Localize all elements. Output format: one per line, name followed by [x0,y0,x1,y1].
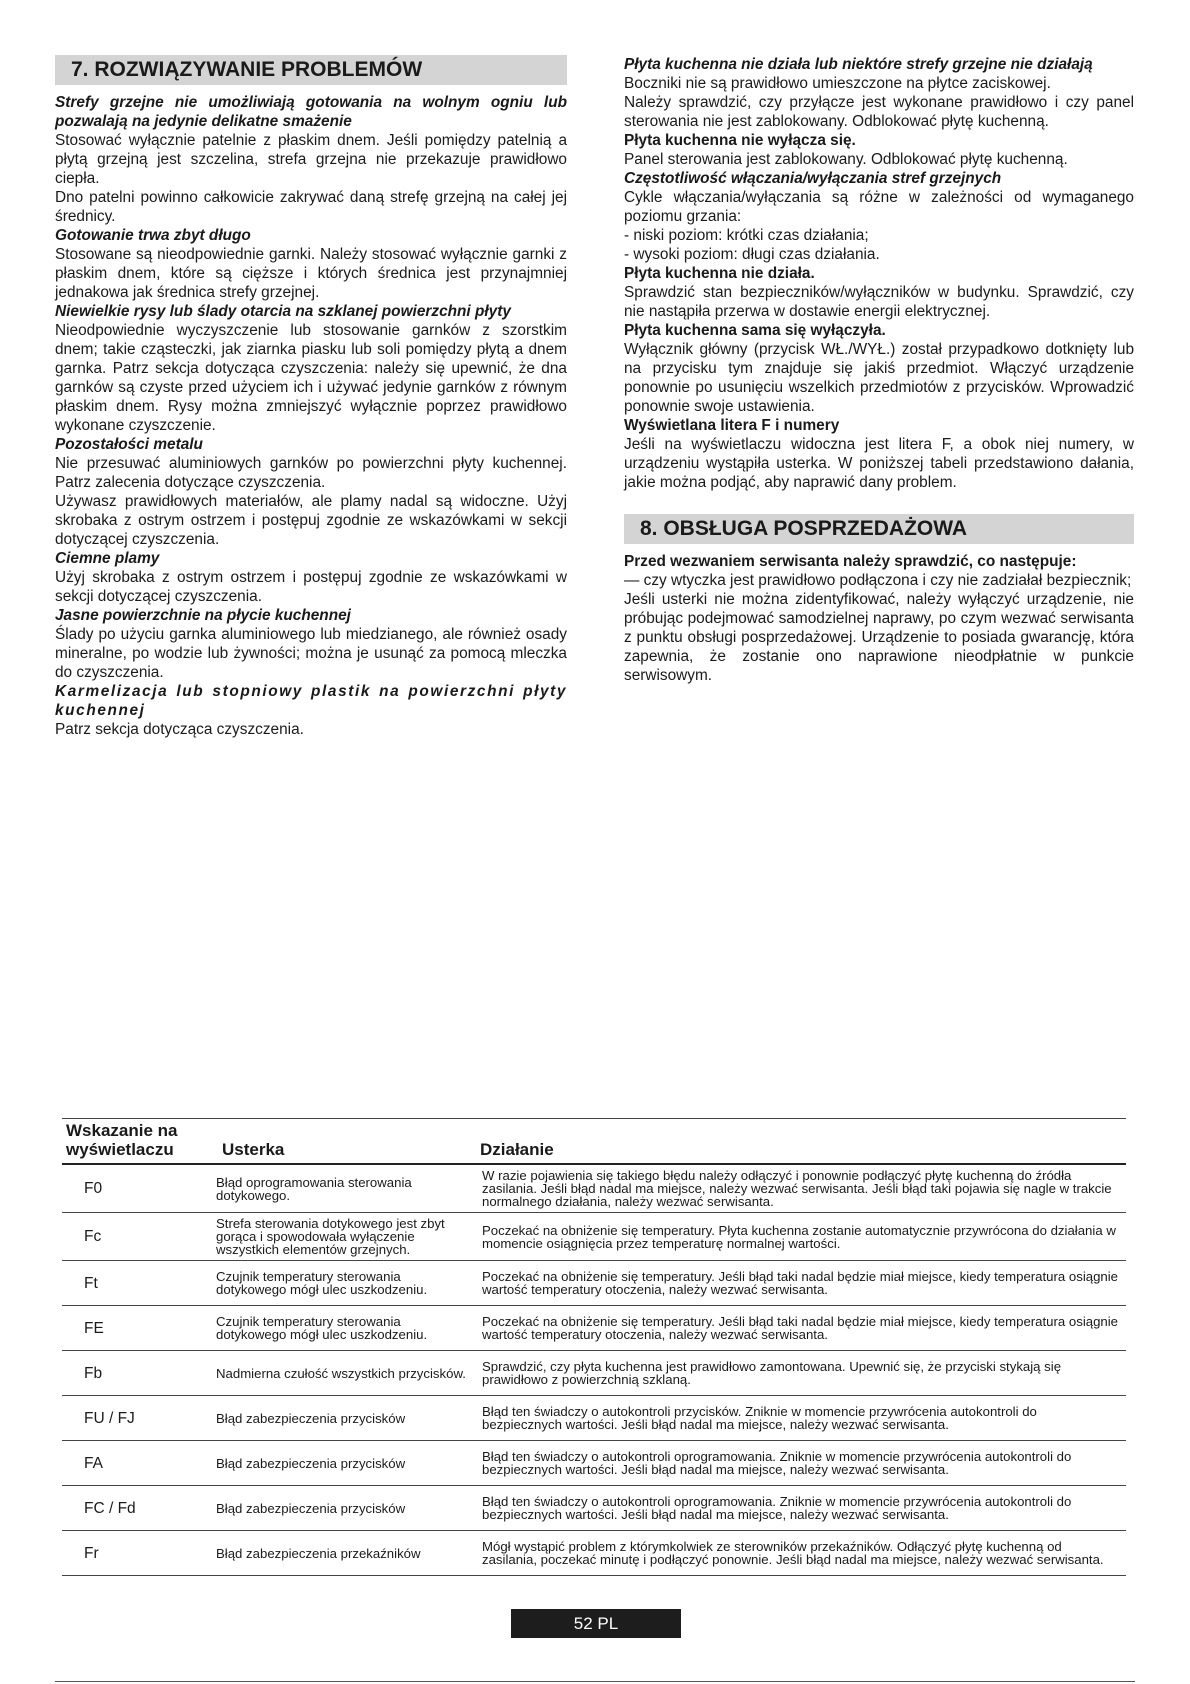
bottom-divider [55,1681,1135,1682]
problem-solution [624,283,1134,321]
fault-description: Czujnik temperatury sterowania dotykowego mógł ulec uszkodzeniu. [210,1261,476,1306]
problem-heading: Płyta kuchenna sama się wyłączyła. [624,322,886,339]
solution-line: Boczniki nie są prawidłowo umieszczone na płytce zaciskowej. [624,75,1051,92]
problem-solution [624,435,1134,492]
solution-line: Cykle włączania/wyłączania są różne w zależności od wymaganego poziomu grzania: [624,189,1134,225]
error-code: F0 [62,1164,210,1213]
table-row [62,1213,1126,1261]
section-8-line: Jeśli usterki nie można zidentyfikować, należy wyłączyć urządzenie, nie próbując podejmować samodzielnej naprawy, po czym wezwać serwisanta z punktu obsługi posprzedażowej. Urządzenie to posiada gwarancję, która zapewnia, że zostanie ono naprawione nieodpłatnie w punkcie serwisowym. [624,591,1134,684]
fault-description: Błąd oprogramowania sterowania dotykowego. [210,1164,476,1213]
error-code: FC / Fd [62,1486,210,1531]
solution-line: Ślady po użyciu garnka aluminiowego lub miedzianego, ale również osady mineralne, po wodzie lub żywności; można je usunąć za pomocą mleczka do czyszczenia. [55,626,567,681]
fault-description: Błąd zabezpieczenia przycisków [210,1396,476,1441]
solution-line: - niski poziom: krótki czas działania; [624,227,869,244]
action-description: Poczekać na obniżenie się temperatury. Jeśli błąd taki nadal będzie miał miejsce, kiedy temperatura osiągnie wartość temperatury otoczenia, należy wezwać serwisanta. [476,1261,1126,1306]
solution-line: Użyj skrobaka z ostrym ostrzem i postępuj zgodnie ze wskazówkami w sekcji dotyczącej czyszczenia. [55,569,567,605]
problem-solution [55,454,567,549]
error-code: FA [62,1441,210,1486]
section-8-heading: Przed wezwaniem serwisanta należy sprawdzić, co następuje: [624,553,1077,570]
problem-heading: Płyta kuchenna nie działa. [624,265,815,282]
section-8-title: 8. OBSŁUGA POSPRZEDAŻOWA [624,514,1134,544]
table-row [62,1441,1126,1486]
problem-heading: Płyta kuchenna nie działa lub niektóre strefy grzejne nie działają [624,56,1093,73]
problem-heading: Ciemne plamy [55,550,160,567]
problem-solution [55,568,567,606]
fault-description: Błąd zabezpieczenia przycisków [210,1441,476,1486]
page-number: 52 PL [511,1609,681,1638]
error-code: Fb [62,1351,210,1396]
table-row [62,1486,1126,1531]
solution-line: Patrz sekcja dotycząca czyszczenia. [55,721,304,738]
problem-solution [55,625,567,682]
problem-heading: Pozostałości metalu [55,436,203,453]
fault-description: Strefa sterowania dotykowego jest zbyt gorąca i spowodowała wyłączenie wszystkich elementów grzejnych. [210,1213,476,1261]
problem-solution [55,245,567,302]
troubleshooting-list [55,93,567,739]
solution-line: Jeśli na wyświetlaczu widoczna jest litera F, a obok niej numery, w urządzeniu wystąpiła usterka. W poniższej tabeli przedstawiono dałania, jakie można podjąć, aby naprawić dany problem. [624,436,1134,491]
action-description: Mógł wystąpić problem z którymkolwiek ze sterowników przekaźników. Odłączyć płytę kuchenną od zasilania, poczekać minutę i podłączyć ponownie. Jeśli błąd nadal ma miejsce, należy wezwać serwisanta. [476,1531,1126,1576]
action-description: Błąd ten świadczy o autokontroli oprogramowania. Zniknie w momencie przywrócenia autokontroli do bezpiecznych wartości. Jeśli błąd nadal ma miejsce, należy wezwać serwisanta. [476,1441,1126,1486]
table-row [62,1261,1126,1306]
action-description: Poczekać na obniżenie się temperatury. Płyta kuchenna zostanie automatycznie przywrócona do działania w momencie osiągnięcia przez temperaturę normalnej wartości. [476,1213,1126,1261]
error-code: Ft [62,1261,210,1306]
solution-line: Należy sprawdzić, czy przyłącze jest wykonane prawidłowo i czy panel sterowania nie jest zablokowany. Odblokować płytę kuchenną. [624,94,1134,130]
header-display: Wskazanie na wyświetlaczu [62,1119,210,1165]
problem-solution [624,74,1134,131]
error-code: FU / FJ [62,1396,210,1441]
problem-solution [55,321,567,435]
solution-line: Nieodpowiednie wyczyszczenie lub stosowanie garnków z szorstkim dnem; takie cząsteczki, jak ziarnka piasku lub soli pomiędzy płytą a dnem garnka. Patrz sekcja dotycząca czyszczenia: należy się upewnić, że dna garnków są czyste przed użyciem ich i używać jedynie garnków z równym płaskim dnem. Rysy można zmniejszyć wyłącznie poprzez prawidłowo wykonane czyszczenie. [55,322,567,434]
error-code: Fc [62,1213,210,1261]
solution-line: Stosowane są nieodpowiednie garnki. Należy stosować wyłącznie garnki z płaskim dnem, które są cięższe i których średnica jest przynajmniej jednakowa jak średnica strefy grzejnej. [55,246,567,301]
problem-heading: Niewielkie rysy lub ślady otarcia na szklanej powierzchni płyty [55,303,511,320]
left-column [55,55,567,739]
table-row [62,1396,1126,1441]
problem-solution [624,150,1134,169]
problem-heading: Wyświetlana litera F i numery [624,417,840,434]
right-column [624,55,1134,685]
problem-solution [55,720,567,739]
solution-line: Wyłącznik główny (przycisk WŁ./WYŁ.) został przypadkowo dotknięty lub na przycisku tym znajduje się jakiś przedmiot. Włączyć urządzenie ponownie po usunięciu wszelkich przedmiotów z przycisków. Wprowadzić ponownie swoje ustawienia. [624,341,1134,415]
fault-description: Błąd zabezpieczenia przycisków [210,1486,476,1531]
action-description: Poczekać na obniżenie się temperatury. Jeśli błąd taki nadal będzie miał miejsce, kiedy temperatura osiągnie wartość temperatury otoczenia, należy wezwać serwisanta. [476,1306,1126,1351]
problem-heading: Strefy grzejne nie umożliwiają gotowania na wolnym ogniu lub pozwalają na jedynie delikatne smażenie [55,94,567,130]
solution-line: Używasz prawidłowych materiałów, ale plamy nadal są widoczne. Użyj skrobaka z ostrym ostrzem i postępuj zgodnie ze wskazówkami w sekcji dotyczącej czyszczenia. [55,493,567,548]
table-row [62,1531,1126,1576]
section-8-text [624,571,1134,685]
header-action: Działanie [476,1119,1126,1165]
action-description: W razie pojawienia się takiego błędu należy odłączyć i ponownie podłączyć płytę kuchenną do źródła zasilania. Jeśli błąd nadal ma miejsce, należy wezwać serwisanta. Jeśli błąd taki pojawia się nagle w trakcie normalnego działania, należy wezwać serwisanta. [476,1164,1126,1213]
fault-description: Czujnik temperatury sterowania dotykowego mógł ulec uszkodzeniu. [210,1306,476,1351]
fault-description: Błąd zabezpieczenia przekaźników [210,1531,476,1576]
solution-line: - wysoki poziom: długi czas działania. [624,246,880,263]
fault-description: Nadmierna czułość wszystkich przycisków. [210,1351,476,1396]
problem-solution [624,188,1134,264]
section-7-title: 7. ROZWIĄZYWANIE PROBLEMÓW [55,55,567,85]
action-description: Błąd ten świadczy o autokontroli przycisków. Zniknie w momencie przywrócenia autokontroli do bezpiecznych wartości. Jeśli błąd nadal ma miejsce, należy wezwać serwisanta. [476,1396,1126,1441]
table-row [62,1164,1126,1213]
problem-heading: Karmelizacja lub stopniowy plastik na powierzchni płyty kuchennej [55,683,567,719]
table-header-row [62,1119,1126,1165]
problem-solution [624,340,1134,416]
solution-line: Sprawdzić stan bezpieczników/wyłączników w budynku. Sprawdzić, czy nie nastąpiła przerwa w dostawie energii elektrycznej. [624,284,1134,320]
table-row [62,1306,1126,1351]
action-description: Błąd ten świadczy o autokontroli oprogramowania. Zniknie w momencie przywrócenia autokontroli do bezpiecznych wartości. Jeśli błąd nadal ma miejsce, należy wezwać serwisanta. [476,1486,1126,1531]
problem-heading: Gotowanie trwa zbyt długo [55,227,251,244]
table-row [62,1351,1126,1396]
error-code: Fr [62,1531,210,1576]
solution-line: Dno patelni powinno całkowicie zakrywać daną strefę grzejną na całej jej średnicy. [55,189,567,225]
troubleshooting-list-continued [624,55,1134,492]
error-code-table [62,1118,1126,1576]
solution-line: Panel sterowania jest zablokowany. Odblokować płytę kuchenną. [624,151,1068,168]
problem-heading: Jasne powierzchnie na płycie kuchennej [55,607,351,624]
error-code: FE [62,1306,210,1351]
problem-solution [55,131,567,226]
section-8-line: — czy wtyczka jest prawidłowo podłączona i czy nie zadziałał bezpiecznik; [624,572,1132,589]
problem-heading: Płyta kuchenna nie wyłącza się. [624,132,856,149]
problem-heading: Częstotliwość włączania/wyłączania stref grzejnych [624,170,1002,187]
action-description: Sprawdzić, czy płyta kuchenna jest prawidłowo zamontowana. Upewnić się, że przyciski stykają się prawidłowo z powierzchnią szklaną. [476,1351,1126,1396]
solution-line: Nie przesuwać aluminiowych garnków po powierzchni płyty kuchennej. Patrz zalecenia dotyczące czyszczenia. [55,455,567,491]
header-fault: Usterka [210,1119,476,1165]
solution-line: Stosować wyłącznie patelnie z płaskim dnem. Jeśli pomiędzy patelnią a płytą grzejną jest szczelina, strefa grzejna nie przekazuje prawidłowo ciepła. [55,132,567,187]
